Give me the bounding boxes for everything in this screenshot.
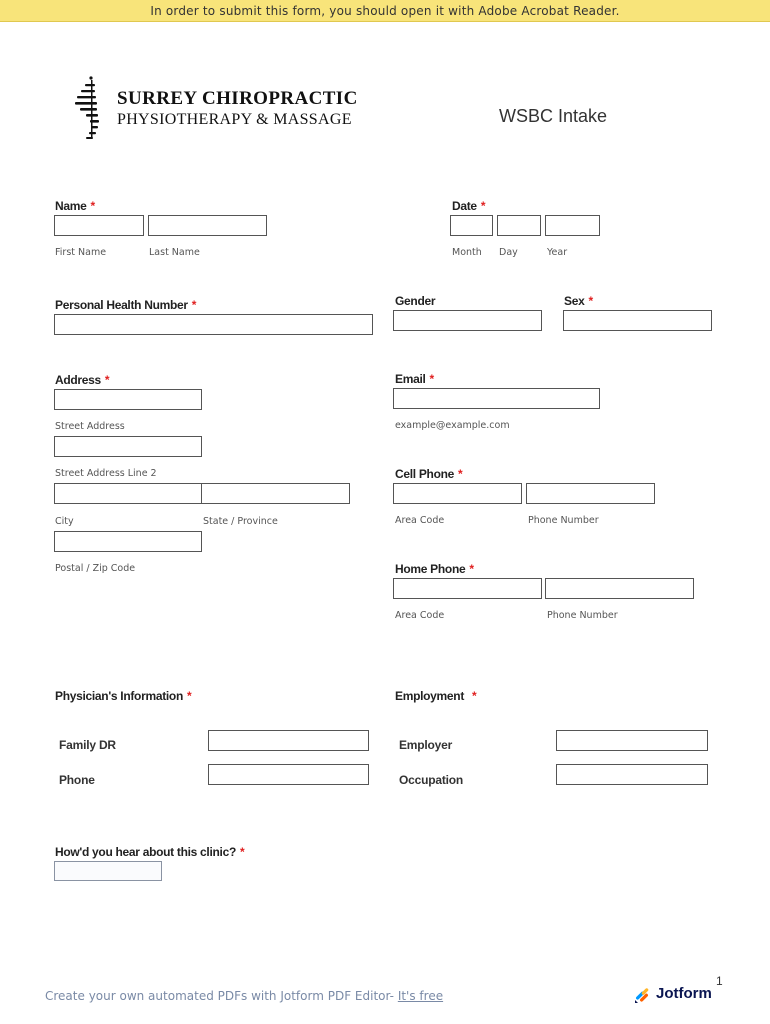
required-marker: * xyxy=(480,199,486,213)
street-address-sublabel: Street Address xyxy=(55,421,125,432)
last-name-sublabel: Last Name xyxy=(149,247,200,258)
date-month-input[interactable] xyxy=(450,215,493,236)
employer-input[interactable] xyxy=(556,730,708,751)
logo-clinic-services: PHYSIOTHERAPY & MASSAGE xyxy=(117,111,352,128)
phn-label: Personal Health Number * xyxy=(55,298,197,312)
first-name-input[interactable] xyxy=(54,215,144,236)
required-marker: * xyxy=(588,294,593,308)
gender-label: Gender xyxy=(395,294,436,308)
jotform-wordmark: Jotform xyxy=(656,985,712,1002)
cell-area-code-sublabel: Area Code xyxy=(395,515,445,526)
first-name-sublabel: First Name xyxy=(55,247,107,258)
required-marker: * xyxy=(458,467,463,481)
physician-phone-input[interactable] xyxy=(208,764,369,785)
email-label: Email * xyxy=(395,372,434,386)
home-phone-number-input[interactable] xyxy=(545,578,694,599)
state-province-input[interactable] xyxy=(201,483,350,504)
city-input[interactable] xyxy=(54,483,202,504)
home-phone-label: Home Phone * xyxy=(395,562,474,576)
employer-label: Employer xyxy=(399,738,453,752)
sex-label: Sex * xyxy=(564,294,593,308)
required-marker: * xyxy=(469,562,474,576)
year-sublabel: Year xyxy=(547,247,568,258)
cell-phone-number-input[interactable] xyxy=(526,483,655,504)
form-title: WSBC Intake xyxy=(499,106,608,126)
family-dr-input[interactable] xyxy=(208,730,369,751)
physician-phone-label: Phone xyxy=(59,773,95,787)
street-address-input[interactable] xyxy=(54,389,202,410)
clinic-logo xyxy=(72,76,392,142)
email-input[interactable] xyxy=(393,388,600,409)
referral-source-label: How'd you hear about this clinic? * xyxy=(55,845,245,859)
occupation-input[interactable] xyxy=(556,764,708,785)
jotform-logo[interactable] xyxy=(634,985,734,1005)
footer-promo xyxy=(45,989,443,1003)
cell-phone-label: Cell Phone * xyxy=(395,467,463,481)
footer-promo-text: Create your own automated PDFs with Jotform PDF Editor- xyxy=(45,989,398,1003)
employment-label: Employment * xyxy=(395,689,477,703)
phn-input[interactable] xyxy=(54,314,373,335)
required-marker: * xyxy=(429,372,434,386)
occupation-label: Occupation xyxy=(399,773,464,787)
date-label: Date * xyxy=(452,199,486,213)
home-phone-number-sublabel: Phone Number xyxy=(547,610,618,621)
sex-input[interactable] xyxy=(563,310,712,331)
postal-code-input[interactable] xyxy=(54,531,202,552)
required-marker: * xyxy=(239,845,245,859)
spine-icon xyxy=(72,76,106,142)
postal-code-sublabel: Postal / Zip Code xyxy=(55,563,136,574)
cell-phone-number-sublabel: Phone Number xyxy=(528,515,599,526)
cell-area-code-input[interactable] xyxy=(393,483,522,504)
required-marker: * xyxy=(191,298,197,312)
day-sublabel: Day xyxy=(499,247,518,258)
required-marker: * xyxy=(186,689,192,703)
date-day-input[interactable] xyxy=(497,215,541,236)
name-label: Name * xyxy=(55,199,95,213)
acrobat-notice-banner: In order to submit this form, you should open it with Adobe Acrobat Reader. xyxy=(0,0,770,22)
date-year-input[interactable] xyxy=(545,215,600,236)
street-address-line2-sublabel: Street Address Line 2 xyxy=(55,468,157,479)
home-area-code-input[interactable] xyxy=(393,578,542,599)
footer-promo-link[interactable]: It's free xyxy=(397,989,444,1003)
jotform-icon xyxy=(634,987,652,1003)
address-label: Address * xyxy=(55,373,110,387)
month-sublabel: Month xyxy=(452,247,482,258)
required-marker: * xyxy=(472,689,477,703)
home-area-code-sublabel: Area Code xyxy=(395,610,445,621)
physician-info-label: Physician's Information * xyxy=(55,689,192,703)
required-marker: * xyxy=(104,373,110,387)
street-address-line2-input[interactable] xyxy=(54,436,202,457)
page-number: 1 xyxy=(716,974,723,988)
required-marker: * xyxy=(90,199,95,213)
last-name-input[interactable] xyxy=(148,215,267,236)
family-dr-label: Family DR xyxy=(59,738,116,752)
referral-source-dropdown[interactable] xyxy=(54,861,162,881)
logo-clinic-name: SURREY CHIROPRACTIC xyxy=(117,88,358,109)
state-province-sublabel: State / Province xyxy=(203,516,278,527)
email-hint: example@example.com xyxy=(395,420,510,431)
city-sublabel: City xyxy=(55,516,74,527)
gender-input[interactable] xyxy=(393,310,542,331)
